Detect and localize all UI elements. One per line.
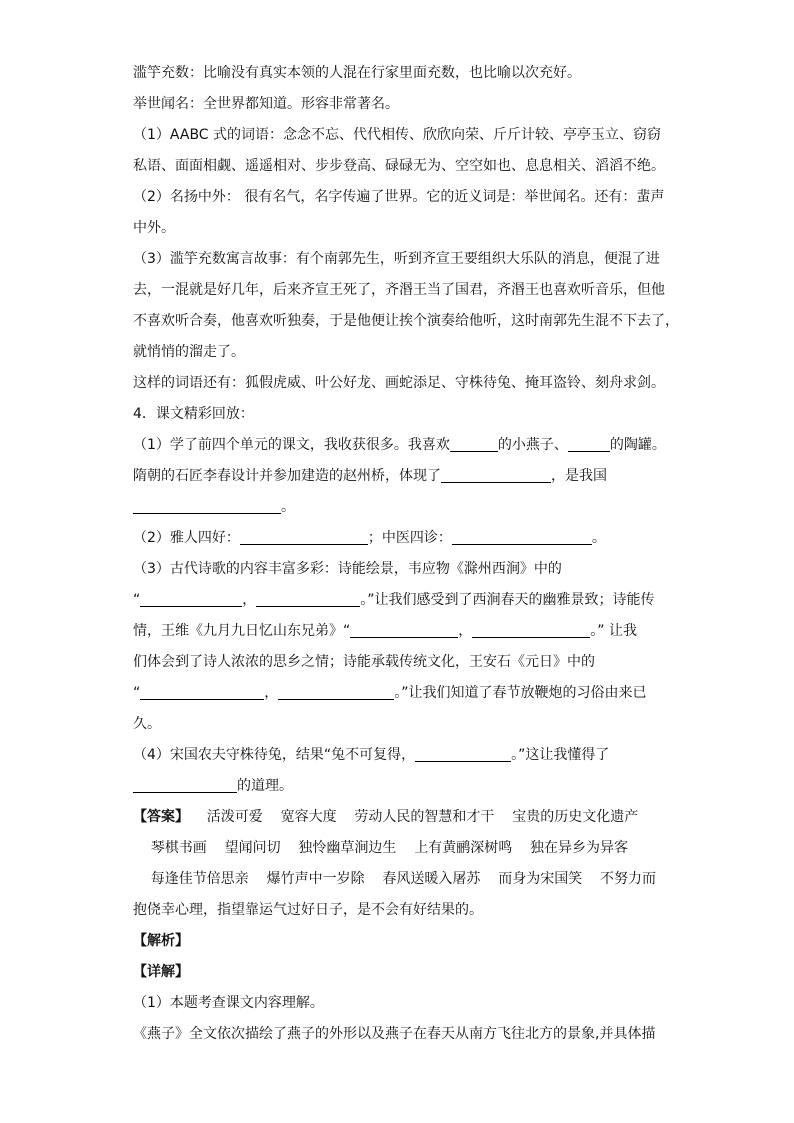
question-text: （2）雅人四好：	[133, 530, 240, 546]
text-line: 举世闻名：全世界都知道。形容非常著名。	[133, 96, 399, 112]
question-1-line	[133, 461, 673, 492]
question-text: ，是我国	[551, 468, 607, 484]
answer-line: 每逢佳节倍思亲 爆竹声中一岁除 春风送暖入屠苏 而身为宋国笑 不努力而	[133, 871, 657, 887]
text-line: 中外。	[133, 220, 175, 236]
question-text: 隋朝的石匠李春设计并参加建造的赵州桥，体现了	[133, 468, 441, 484]
text-line: 就悄悄的溜走了。	[133, 344, 245, 360]
question-text: “	[133, 592, 141, 608]
question-text: ，	[264, 685, 279, 701]
question-text: 情，王维《九月九日忆山东兄弟》“	[133, 623, 351, 639]
text-line: 不喜欢听合奏，他喜欢听独奏，于是他便让挨个演奏给他听，这时南郭先生混不下去了，	[133, 313, 679, 329]
question-text: 。”这让我懂得了	[511, 747, 610, 763]
question-3-line	[133, 678, 673, 709]
question-1-line	[133, 492, 673, 523]
question-1-line	[133, 430, 673, 461]
text-line: 去，一混就是好几年，后来齐宣王死了，齐湣王当了国君，齐湣王也喜欢听音乐，但他	[133, 282, 665, 298]
question-text: （1）学了前四个单元的课文，我收获很多。我喜欢	[133, 437, 450, 453]
answer-blank	[350, 619, 458, 638]
text-line: （2）名扬中外： 很有名气，名字传遍了世界。它的近义词是：举世闻名。还有：蜚声	[133, 189, 665, 205]
question-text: ，	[242, 592, 257, 608]
question-text: ，	[458, 623, 473, 639]
answer-blank	[415, 743, 511, 762]
answer-text: 活泼可爱 宽容大度 劳动人民的智慧和才干 宝贵的历史文化遗产	[189, 809, 639, 825]
answer-blank	[568, 433, 610, 452]
text-line: 私语、面面相觑、遥遥相对、步步登高、碌碌无为、空空如也、息息相关、滔滔不绝。	[133, 158, 665, 174]
question-3-line	[133, 585, 673, 616]
answer-blank	[450, 433, 498, 452]
text-line: 滥竽充数：比喻没有真实本领的人混在行家里面充数，也比喻以次充好。	[133, 65, 581, 81]
answer-blank	[256, 588, 360, 607]
answer-blank	[140, 588, 242, 607]
question-3-line: （3）古代诗歌的内容丰富多彩：诗能绘景，韦应物《滁州西涧》中的	[133, 561, 562, 577]
question-text: 。	[591, 530, 606, 546]
analysis-text: （1）本题考查课文内容理解。	[133, 995, 324, 1011]
answer-blank	[240, 526, 368, 545]
answer-line: 抱侥幸心理，指望靠运气过好日子，是不会有好结果的。	[133, 902, 483, 918]
answer-line: 琴棋书画 望闻问切 独怜幽草涧边生 上有黄鹂深树鸣 独在异乡为异客	[133, 840, 629, 856]
question-text: “	[133, 685, 141, 701]
section-heading: 4．课文精彩回放：	[133, 406, 254, 422]
text-line: （1）AABC 式的词语：念念不忘、代代相传、欣欣向荣、斤斤计较、亭亭玉立、窃窃	[133, 127, 662, 143]
answer-blank	[140, 681, 264, 700]
question-4-line	[133, 771, 673, 802]
question-2-line	[133, 523, 673, 554]
question-3-line	[133, 616, 673, 647]
text-line: 这样的词语还有：狐假虎威、叶公好龙、画蛇添足、守株待兔、掩耳盗铃、刻舟求剑。	[133, 375, 665, 391]
question-text: 。”让我们知道了春节放鞭炮的习俗由来已	[394, 685, 647, 701]
answer-blank	[472, 619, 590, 638]
document-page	[133, 58, 679, 1050]
answer-blank	[133, 774, 237, 793]
question-text: ；中医四诊：	[367, 530, 452, 546]
answer-blank	[441, 464, 551, 483]
question-text: 的道理。	[237, 778, 293, 794]
question-text: 。	[281, 499, 295, 515]
question-text: 的小燕子、	[497, 437, 568, 453]
question-3-line: 久。	[133, 716, 161, 732]
text-line: （3）滥竽充数寓言故事：有个南郭先生，听到齐宣王要组织大乐队的消息，便混了进	[133, 251, 660, 267]
question-text: （4）宋国农夫守株待兔，结果“兔不可复得，	[133, 747, 416, 763]
answer-line	[133, 802, 673, 833]
answer-blank	[278, 681, 394, 700]
detail-label: 【详解】	[133, 964, 189, 980]
question-text: 。” 让我	[590, 623, 637, 639]
answer-blank	[133, 495, 281, 514]
question-3-line: 们体会到了诗人浓浓的思乡之情；诗能承载传统文化，王安石《元日》中的	[133, 654, 595, 670]
analysis-label: 【解析】	[133, 933, 189, 949]
answer-label: 【答案】	[133, 809, 189, 825]
question-4-line	[133, 740, 673, 771]
question-text: 。”让我们感受到了西涧春天的幽雅景致；诗能传	[360, 592, 655, 608]
analysis-text: 《燕子》全文依次描绘了燕子的外形以及燕子在春天从南方飞往北方的景象,并具体描	[133, 1026, 656, 1042]
answer-blank	[452, 526, 592, 545]
question-text: 的陶罐。	[609, 437, 666, 453]
